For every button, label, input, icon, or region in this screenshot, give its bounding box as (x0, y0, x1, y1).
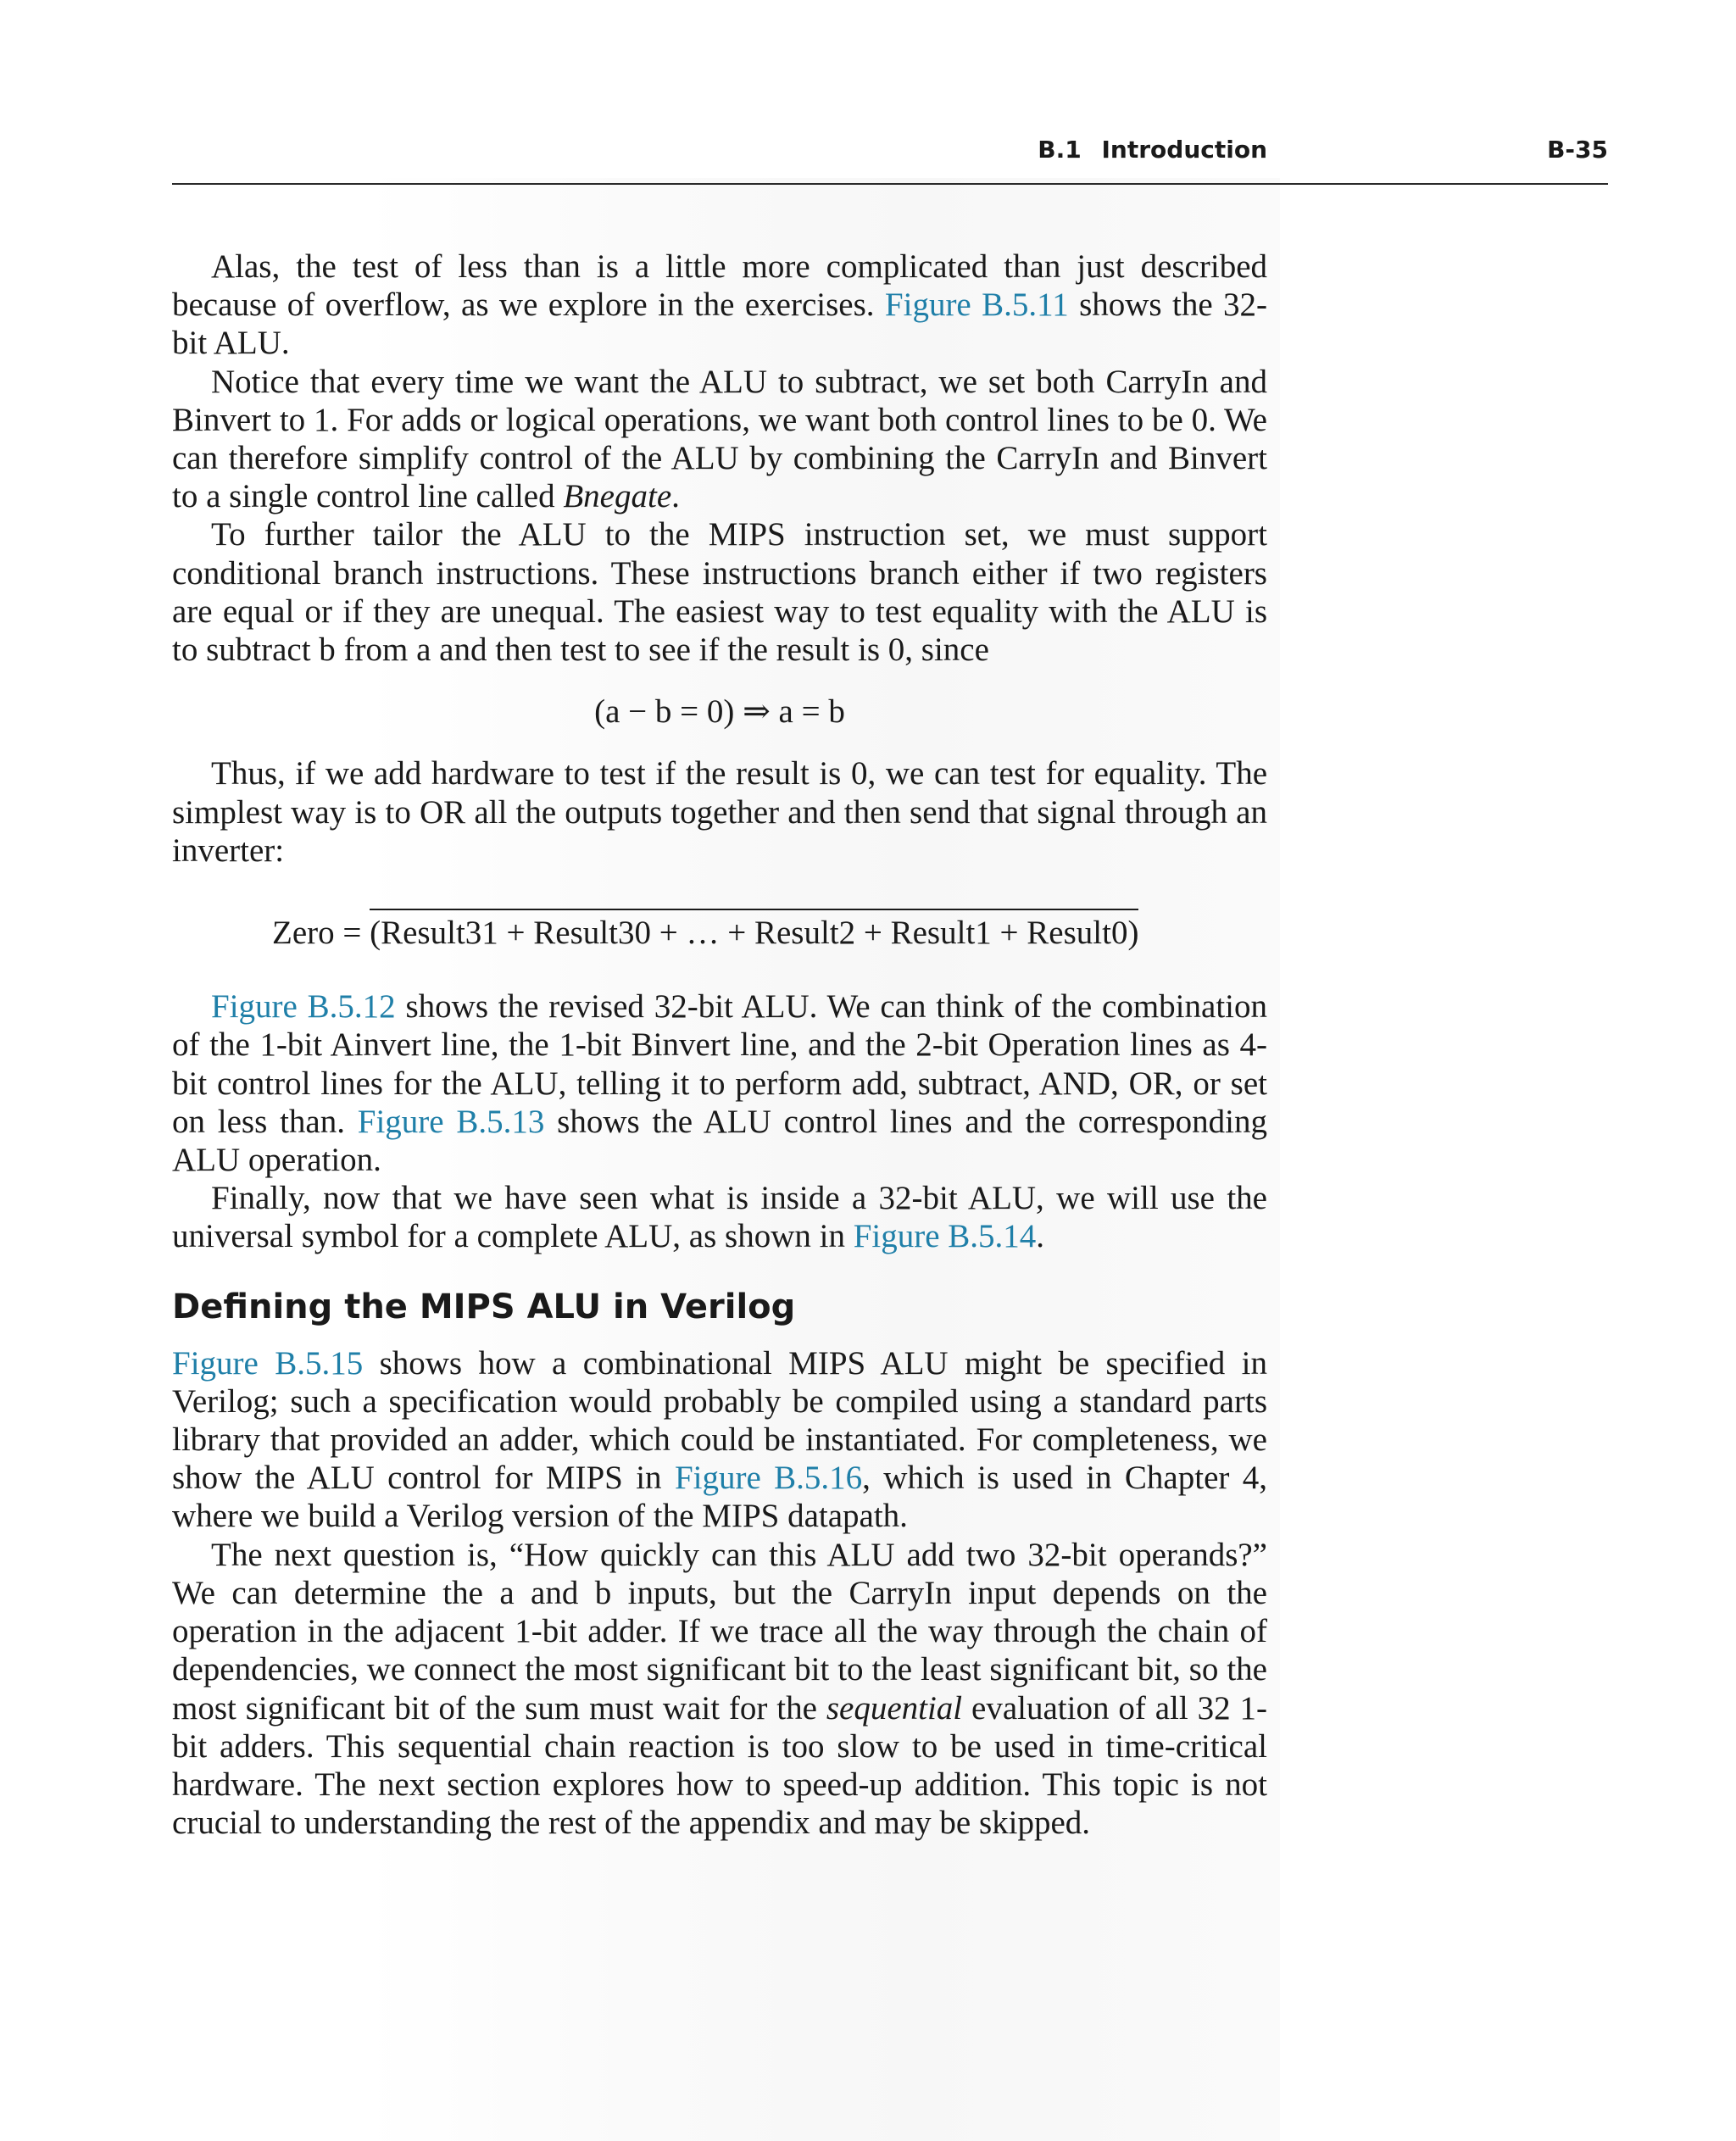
running-header (172, 127, 1608, 185)
paragraph-speed: The next question is, “How quickly can this ALU add two 32-bit operands?” We can determine the a and b inputs, but the CarryIn input depends on the operation in the adjacent 1-bit adder. If we trace all the way through the chain of dependencies, we connect the most significant bit to the least significant bit, so the most significant bit of the sum must wait for the sequential evaluation of all 32 1-bit adders. This sequential chain reaction is too slow to be used in time-critical hardware. The next section explores how to speed-up addition. This topic is not crucial to understanding the rest of the appendix and may be skipped. (172, 1536, 1267, 1842)
paragraph-inverter: Thus, if we add hardware to test if the result is 0, we can test for equality. The simplest way is to OR all the outputs together and then send that signal through an inverter: (172, 755, 1267, 869)
paragraph-verilog: Figure B.5.15 shows how a combinational MIPS ALU might be specified in Verilog; such a specification would probably be compiled using a standard parts library that provided an adder, which could be instantiated. For completeness, we show the ALU control for MIPS in Figure B.5.16, which is used in Chapter 4, where we build a Verilog version of the MIPS datapath. (172, 1344, 1268, 1535)
equation-equality: (a − b = 0) ⇒ a = b (594, 693, 845, 731)
figure-link-b-5-13[interactable]: Figure B.5.13 (357, 1103, 545, 1140)
equation-zero-overlined: (Result31 + Result30 + … + Result2 + Result1 + Result0) (370, 909, 1138, 952)
figure-link-b-5-16[interactable]: Figure B.5.16 (674, 1460, 863, 1497)
section-title: B.1 Introduction (1038, 136, 1267, 164)
section-heading: Defining the MIPS ALU in Verilog (172, 1287, 796, 1326)
figure-link-b-5-11[interactable]: Figure B.5.11 (884, 286, 1069, 324)
paragraph-branch: To further tailor the ALU to the MIPS instruction set, we must support conditional branch instructions. These instructions branch either if two registers are equal or if they are unequal. The easiest way to test equality with the ALU is to subtract b from a and then test to see if the result is 0, since (172, 516, 1267, 669)
page-number: B-35 (1547, 136, 1608, 164)
figure-link-b-5-14[interactable]: Figure B.5.14 (853, 1218, 1037, 1255)
paragraph-symbol: Finally, now that we have seen what is inside a 32-bit ALU, we will use the universal symbol for a complete ALU, as shown in Figure B.5.14. (172, 1180, 1267, 1255)
main-text (172, 247, 1267, 1842)
paragraph-revised-alu: Figure B.5.12 shows the revised 32-bit ALU. We can think of the combination of the 1-bit Ainvert line, the 1-bit Binvert line, and the 2-bit Operation lines as 4-bit control lines for the ALU, telling it to perform add, subtract, AND, OR, or set on less than. Figure B.5.13 shows the ALU control lines and the corresponding ALU operation. (172, 988, 1267, 1179)
figure-link-b-5-12[interactable]: Figure B.5.12 (211, 988, 396, 1026)
term-sequential: sequential (826, 1689, 963, 1727)
figure-link-b-5-15[interactable]: Figure B.5.15 (172, 1344, 364, 1382)
paragraph-bnegate: Notice that every time we want the ALU to subtract, we set both CarryIn and Binvert to 1. For adds or logical operations, we want both control lines to be 0. We can therefore simplify control of the ALU by combining the CarryIn and Binvert to a single control line called Bnegate. (172, 363, 1267, 515)
term-bnegate: Bnegate (563, 478, 672, 515)
equation-zero-lhs: Zero = (272, 915, 370, 952)
paragraph-overflow: Alas, the test of less than is a little more complicated than just described because of overflow, as we explore in the exercises. Figure B.5.11 shows the 32-bit ALU. (172, 248, 1268, 362)
equation-zero (272, 909, 1267, 952)
